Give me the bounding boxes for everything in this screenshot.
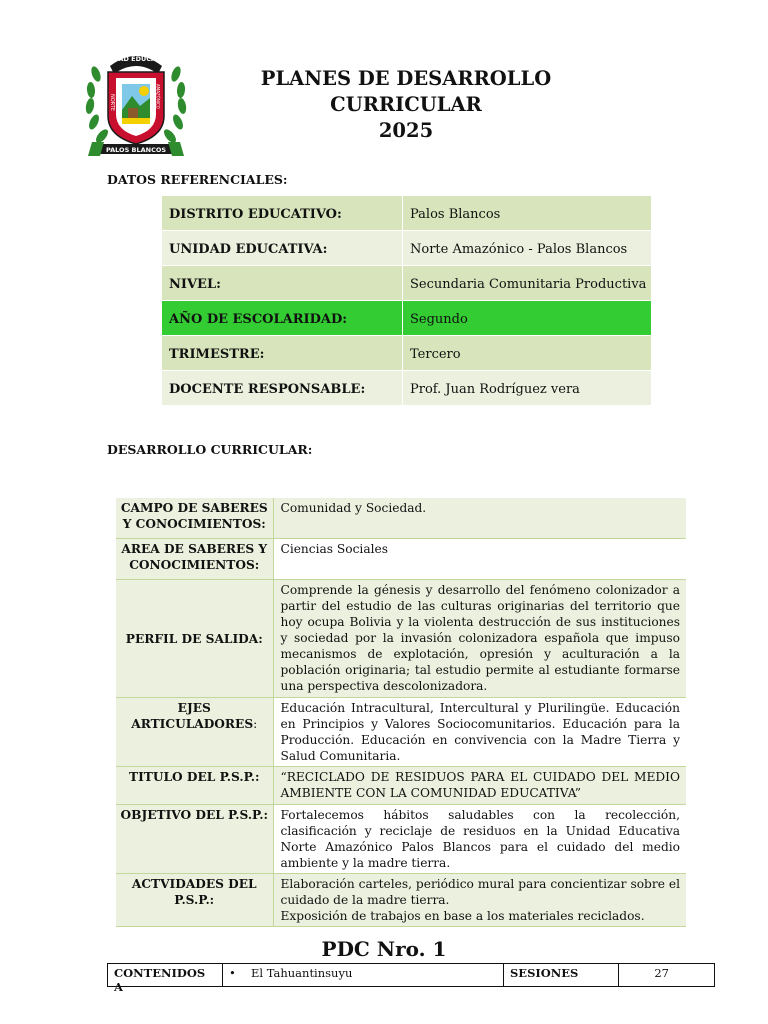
title-line-2: 2025 <box>378 119 434 142</box>
table-row <box>116 874 686 927</box>
activity-line-1: Elaboración carteles, periódico mural para concientizar sobre el cuidado de la madre tierra. <box>280 877 680 907</box>
row-value: Educación Intracultural, Intercultural y Plurilingüe. Educación en Principios y Valores Sociocomunitarios. Educación para la Producción. Educación en convivencia con la Madre Tierra y Salud Comunitaria. <box>273 698 686 767</box>
sesiones-label: SESIONES <box>504 964 619 986</box>
row-value: Ciencias Sociales <box>273 539 686 580</box>
logo-bottom-text: PALOS BLANCOS <box>105 146 167 154</box>
logo-side-right: AMAZÓNICO <box>155 84 161 109</box>
ref-value: Palos Blancos <box>402 196 651 230</box>
table-row <box>116 805 686 874</box>
row-value: Comprende la génesis y desarrollo del fenómeno colonizador a partir del estudio de las culturas originarias del territorio que hoy ocupa Bolivia y la violenta destrucción de sus instituciones y sociedad por la invasión colonizadora española que impuso mecanismos de explotación, opresión y aculturación a la población originaria; tal estudio permite al estudiante formarse una perspectiva descolonizadora. <box>273 580 686 698</box>
row-value: “RECICLADO DE RESIDUOS PARA EL CUIDADO DEL MEDIO AMBIENTE CON LA COMUNIDAD EDUCATIVA” <box>273 767 686 805</box>
contenido-text: El Tahuantinsuyu <box>251 966 353 980</box>
row-label: ACTVIDADES DEL P.S.P.: <box>116 874 273 927</box>
ref-row-trimestre <box>162 336 651 371</box>
row-label: CAMPO DE SABERES Y CONOCIMIENTOS: <box>116 498 273 539</box>
building-icon <box>128 108 138 118</box>
bullet-icon: • <box>229 966 236 980</box>
ref-key: DOCENTE RESPONSABLE: <box>169 382 366 397</box>
section-desarrollo-curricular: DESARROLLO CURRICULAR: <box>107 442 313 457</box>
ref-row-anio <box>162 301 651 336</box>
title-line-1: PLANES DE DESARROLLO CURRICULAR <box>260 67 552 116</box>
row-label: TITULO DEL P.S.P.: <box>116 767 273 805</box>
pdc-table <box>107 963 715 994</box>
pdc-title: PDC Nro. 1 <box>321 937 447 961</box>
table-row <box>116 498 686 539</box>
row-label: OBJETIVO DEL P.S.P.: <box>116 805 273 874</box>
logo-side-left: NORTE <box>109 94 115 111</box>
ref-key: UNIDAD EDUCATIVA: <box>169 242 328 257</box>
ref-value: Secundaria Comunitaria Productiva <box>402 266 651 300</box>
contenido-cell <box>223 964 504 986</box>
row-label-text: EJES ARTICULADORES <box>131 701 254 731</box>
row-label <box>116 698 273 767</box>
row-value <box>273 874 686 927</box>
ref-row-nivel <box>162 266 651 301</box>
table-row <box>116 767 686 805</box>
table-row <box>116 698 686 767</box>
row-label: AREA DE SABERES Y CONOCIMIENTOS: <box>116 539 273 580</box>
ref-key: AÑO DE ESCOLARIDAD: <box>169 312 348 327</box>
ref-key: NIVEL: <box>169 277 221 292</box>
ref-value: Tercero <box>402 336 651 370</box>
ref-row-distrito <box>162 196 651 231</box>
school-logo <box>82 44 190 162</box>
table-row <box>116 580 686 698</box>
contenidos-label: CONTENIDOS A <box>108 964 223 986</box>
sun-icon <box>139 86 149 96</box>
row-value: Fortalecemos hábitos saludables con la recolección, clasificación y reciclaje de residuos en la Unidad Educativa Norte Amazónico Palos Blancos para el cuidado del medio ambiente y la madre tierra. <box>273 805 686 874</box>
laurel-right-icon <box>162 65 188 145</box>
ref-key: DISTRITO EDUCATIVO: <box>169 207 342 222</box>
curricular-table <box>116 498 686 927</box>
row-label-suffix: : <box>253 717 258 731</box>
row-label: PERFIL DE SALIDA: <box>116 580 273 698</box>
ref-row-unidad <box>162 231 651 266</box>
activity-line-2: Exposición de trabajos en base a los materiales reciclados. <box>280 909 645 923</box>
table-row <box>116 539 686 580</box>
sesiones-value: 27 <box>654 966 669 980</box>
ref-value: Prof. Juan Rodríguez vera <box>402 371 651 405</box>
laurel-left-icon <box>85 65 111 145</box>
referencial-table <box>162 196 651 406</box>
row-value: Comunidad y Sociedad. <box>273 498 686 539</box>
ref-value: Segundo <box>402 301 651 335</box>
ref-value: Norte Amazónico - Palos Blancos <box>402 231 651 265</box>
logo-top-text: UNIDAD EDUCATIVA <box>99 55 173 63</box>
ref-key: TRIMESTRE: <box>169 347 265 362</box>
ref-row-docente <box>162 371 651 406</box>
document-title <box>190 66 622 144</box>
section-datos-referenciales: DATOS REFERENCIALES: <box>107 172 288 187</box>
